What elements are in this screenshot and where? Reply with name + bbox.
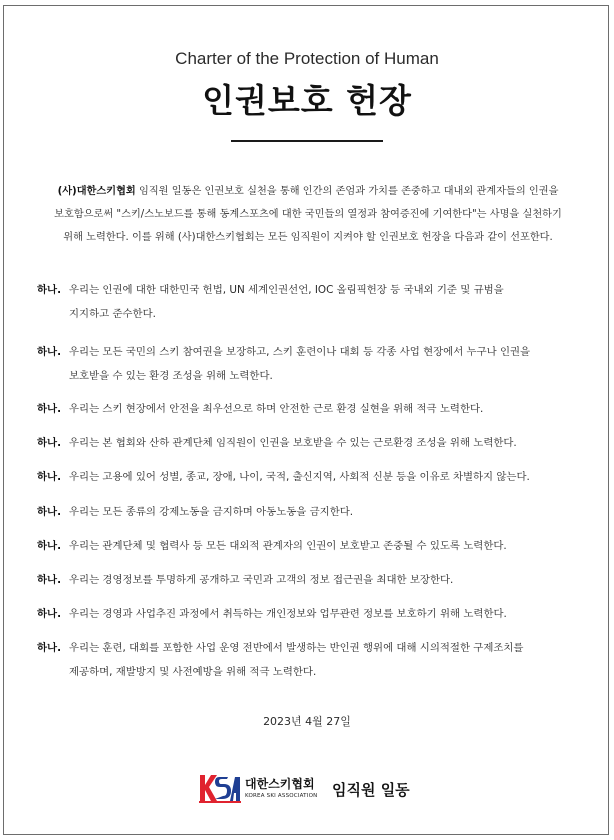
item-text-line-1: 우리는 경영과 사업추진 과정에서 취득하는 개인정보와 업무관련 정보를 보호하기 위해 노력한다. [69, 608, 507, 620]
logo-english-name: KOREA SKI ASSOCIATION [245, 793, 318, 799]
intro-line-3: 위해 노력한다. 이를 위해 (사)대한스키협회는 모든 임직원이 지켜야 할 인권보호 헌장을 다음과 같이 선포한다. [63, 232, 553, 243]
charter-item-4 [37, 431, 582, 455]
charter-item-2 [37, 340, 582, 388]
item-text-line-1: 우리는 경영정보를 투명하게 공개하고 국민과 고객의 정보 접근권을 최대한 보장한다. [69, 574, 454, 586]
intro-line-2: 보호함으로써 "스키/스노보드를 통해 동계스포츠에 대한 국민들의 열정과 참여증진에 기여한다"는 사명을 실천하기 [54, 209, 562, 220]
charter-item-1 [37, 278, 582, 326]
item-text-line-1: 우리는 관계단체 및 협력사 등 모든 대외적 관계자의 인권이 보호받고 존중될 수 있도록 노력한다. [69, 540, 507, 552]
english-subtitle: Charter of the Protection of Human [175, 49, 439, 68]
item-text-line-2: 보호받을 수 있는 환경 조성을 위해 노력한다. [69, 370, 273, 382]
charter-item-7 [37, 534, 582, 558]
page-title: 인권보호 헌장 [202, 81, 412, 120]
item-text-line-1: 우리는 인권에 대한 대한민국 헌법, UN 세계인권선언, IOC 올림픽헌장 등 국내외 기준 및 규범을 [69, 284, 504, 296]
charter-item-8 [37, 568, 582, 592]
item-label: 하나. [37, 437, 62, 449]
title-divider [231, 140, 383, 142]
footer-signature [199, 773, 429, 807]
item-text-line-2: 제공하며, 재발방지 및 사전예방을 위해 적극 노력한다. [69, 666, 317, 678]
item-label: 하나. [37, 506, 62, 518]
item-text-line-1: 우리는 모든 국민의 스키 참여권을 보장하고, 스키 훈련이나 대회 등 각종 사업 현장에서 누구나 인권을 [69, 346, 531, 358]
intro-line-1-text: 임직원 일동은 인권보호 실천을 통해 인간의 존엄과 가치를 존중하고 대내외 관계자들의 인권을 [135, 186, 559, 197]
charter-item-3 [37, 397, 582, 421]
charter-item-5 [37, 465, 582, 489]
ksa-logo-icon [199, 773, 241, 803]
item-text-line-1: 우리는 고용에 있어 성별, 종교, 장애, 나이, 국적, 출신지역, 사회적 신분 등을 이유로 차별하지 않는다. [69, 471, 530, 483]
charter-item-10 [37, 636, 582, 684]
item-text-line-1: 우리는 훈련, 대회를 포함한 사업 운영 전반에서 발생하는 반인권 행위에 대해 시의적절한 구제조치를 [69, 642, 524, 654]
intro-paragraph [36, 180, 580, 249]
intro-line-1 [36, 180, 580, 203]
item-text-line-1: 우리는 모든 종류의 강제노동을 금지하며 아동노동을 금지한다. [69, 506, 354, 518]
item-text-line-2: 지지하고 준수한다. [69, 308, 156, 320]
intro-org-name: (사)대한스키협회 [57, 186, 136, 197]
item-label: 하나. [37, 540, 62, 552]
item-label: 하나. [37, 471, 62, 483]
item-label: 하나. [37, 574, 62, 586]
charter-item-6 [37, 500, 582, 524]
signatory: 임직원 일동 [332, 781, 410, 799]
logo-korean-name: 대한스키협회 [245, 777, 315, 791]
charter-date: 2023년 4월 27일 [263, 715, 351, 728]
item-label: 하나. [37, 403, 62, 415]
item-label: 하나. [37, 346, 62, 358]
item-label: 하나. [37, 608, 62, 620]
charter-item-9 [37, 602, 582, 626]
item-label: 하나. [37, 642, 62, 654]
item-text-line-1: 우리는 본 협회와 산하 관계단체 임직원이 인권을 보호받을 수 있는 근로환경 조성을 위해 노력한다. [69, 437, 517, 449]
item-label: 하나. [37, 284, 62, 296]
item-text-line-1: 우리는 스키 현장에서 안전을 최우선으로 하며 안전한 근로 환경 실현을 위해 적극 노력한다. [69, 403, 484, 415]
